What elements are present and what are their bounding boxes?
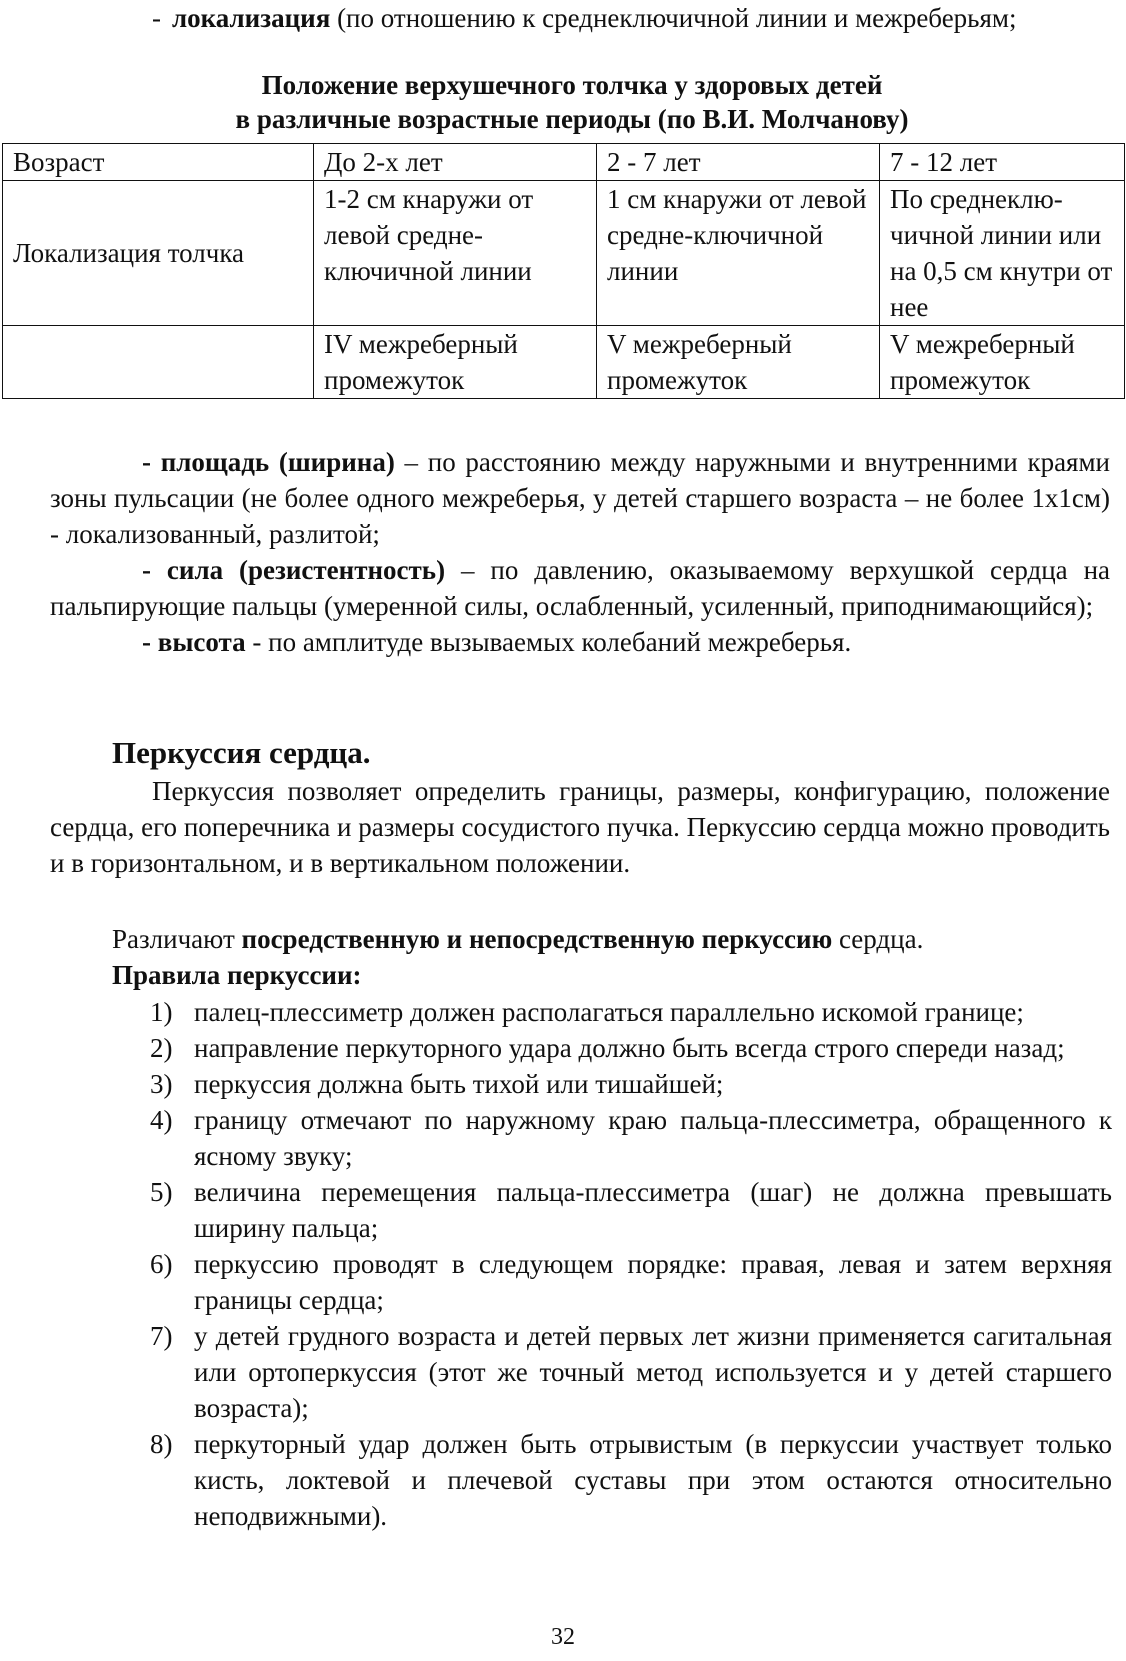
percussion-types <box>112 921 1112 957</box>
list-item <box>150 1174 1112 1246</box>
param-force-term: - сила (резистентность) <box>142 555 446 585</box>
page-number: 32 <box>551 1624 575 1650</box>
intro-dash: - <box>152 3 161 33</box>
list-text: направление перкуторного удара должно быть всегда строго спереди назад; <box>194 1033 1065 1063</box>
table-cell: 1-2 см кнаружи от левой средне-ключичной линии <box>314 181 597 326</box>
header-cell-age: Возраст <box>3 144 314 181</box>
table-row <box>3 181 1125 326</box>
table-title-line-2: в различные возрастные периоды (по В.И. Молчанову) <box>235 104 909 134</box>
list-number: 3) <box>150 1069 173 1099</box>
list-item <box>150 1426 1112 1534</box>
row-label-localization: Локализация толчка <box>3 181 314 326</box>
list-text: у детей грудного возраста и детей первых лет жизни применяется сагитальная или ортоперкуссия (этот же точный метод используется и у детей старшего возраста); <box>194 1321 1112 1423</box>
intro-paragraph <box>52 0 1092 36</box>
list-text: границу отмечают по наружному краю пальца-плессиметра, обращенного к ясному звуку; <box>194 1105 1112 1171</box>
list-text: величина перемещения пальца-плессиметра (шаг) не должна превышать ширину пальца; <box>194 1177 1112 1243</box>
param-force <box>50 552 1110 624</box>
header-cell-2-7: 2 - 7 лет <box>597 144 880 181</box>
percussion-types-pre: Различают <box>112 924 242 954</box>
percussion-types-post: сердца. <box>832 924 924 954</box>
param-height-text: - по амплитуде вызываемых колебаний межреберья. <box>245 627 852 657</box>
table-cell: V межреберный промежуток <box>597 326 880 399</box>
list-number: 4) <box>150 1105 173 1135</box>
section-intro <box>50 773 1110 881</box>
percussion-types-bold: посредственную и непосредственную перкуссию <box>241 924 833 954</box>
section-paragraph: Перкуссия позволяет определить границы, размеры, конфигурацию, положение сердца, его поперечника и размеры сосудистого пучка. Перкуссию сердца можно проводить и в горизонтальном, и в вертикальном положении. <box>50 776 1110 878</box>
table-cell: V межреберный промежуток <box>880 326 1125 399</box>
rules-list <box>150 994 1112 1534</box>
intro-text: (по отношению к среднеключичной линии и межреберьям; <box>330 3 1017 33</box>
apex-beat-table <box>2 143 1125 399</box>
param-area-text: – по расстоянию между наружными и внутренними краями зоны пульсации (не более одного межреберья, у детей старшего возраста – не более 1х1см) - локализованный, разлитой; <box>50 447 1111 549</box>
list-item <box>150 1030 1112 1066</box>
rules-heading <box>112 957 362 993</box>
param-area <box>50 444 1110 552</box>
table-header-row <box>3 144 1125 181</box>
list-number: 1) <box>150 997 173 1027</box>
list-text: перкуторный удар должен быть отрывистым (в перкуссии участвует только кисть, локтевой и плечевой суставы при этом остаются относительно неподвижными). <box>194 1429 1112 1531</box>
list-item <box>150 994 1112 1030</box>
list-item <box>150 1102 1112 1174</box>
table-cell: 1 см кнаружи от левой средне-ключичной линии <box>597 181 880 326</box>
param-height <box>50 624 1110 660</box>
list-number: 2) <box>150 1033 173 1063</box>
table-row <box>3 326 1125 399</box>
list-number: 7) <box>150 1321 173 1351</box>
palpation-parameters <box>50 444 1110 660</box>
table-title <box>52 68 1092 136</box>
list-text: перкуссия должна быть тихой или тишайшей; <box>194 1069 724 1099</box>
list-number: 6) <box>150 1249 173 1279</box>
table-title-line-1: Положение верхушечного толчка у здоровых детей <box>261 70 883 100</box>
list-number: 8) <box>150 1429 173 1459</box>
param-force-text: – по давлению, оказываемому верхушкой сердца на пальпирующие пальцы (умеренной силы, ослабленный, усиленный, приподнимающийся); <box>50 555 1110 621</box>
list-text: перкуссию проводят в следующем порядке: правая, левая и затем верхняя границы сердца; <box>194 1249 1112 1315</box>
header-cell-7-12: 7 - 12 лет <box>880 144 1125 181</box>
header-cell-under-2: До 2-х лет <box>314 144 597 181</box>
intro-term: локализация <box>172 3 331 33</box>
list-text: палец-плессиметр должен располагаться параллельно искомой границе; <box>194 997 1024 1027</box>
list-item <box>150 1318 1112 1426</box>
section-heading: Перкуссия сердца. <box>112 735 371 770</box>
list-item <box>150 1246 1112 1318</box>
list-item <box>150 1066 1112 1102</box>
list-number: 5) <box>150 1177 173 1207</box>
table-cell-empty <box>3 326 314 399</box>
rules-heading-text: Правила перкуссии: <box>112 960 362 990</box>
table-cell: По среднеклю-чичной линии или на 0,5 см кнутри от нее <box>880 181 1125 326</box>
table-cell: IV межреберный промежуток <box>314 326 597 399</box>
param-area-term: - площадь (ширина) <box>142 447 395 477</box>
param-height-term: - высота <box>142 627 246 657</box>
